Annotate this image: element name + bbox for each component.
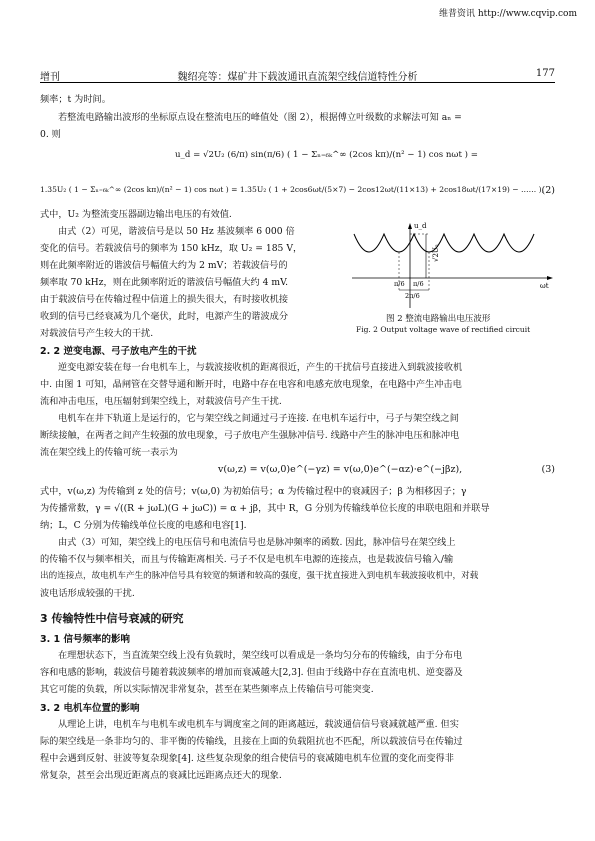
page-number: 177 bbox=[535, 68, 555, 79]
para-line: 频率取 70 kHz，则在此频率附近的谐波信号幅值大约 4 mV. bbox=[40, 277, 289, 288]
tick-label: π/6 bbox=[413, 280, 424, 288]
para-line: 程中会遇到反射、驻波等复杂现象[4]. 这些复杂现象的组合使信号的衰减随电机车位置的变化而变得非 bbox=[40, 753, 454, 764]
equation-2-number: (2) bbox=[541, 185, 555, 196]
equation-2-line-1: u_d = √2U₂ (6/π) sin(π/6) ( 1 − Σₙ₌₆ₖ^∞ (2cos kπ)/(n² − 1) cos nωt ) = bbox=[175, 150, 478, 160]
equation-2-line-2: 1.35U₂ ( 1 − Σₙ₌₆ₖ^∞ (2cos kπ)/(n² − 1) cos nωt ) = 1.35U₂ ( 1 + 2cos6ωt/(5×7) − 2cos12ωt/(11×13) + 2cos18ωt/(17×19) − …… ), bbox=[40, 185, 545, 194]
figure-2-caption: 图 2 整流电路输出电压波形 bbox=[386, 314, 491, 324]
intro-line-3: 0. 则 bbox=[40, 129, 61, 140]
section-2-2-heading: 2. 2 逆变电源、弓子放电产生的干扰 bbox=[40, 346, 197, 357]
para-line: 由于载波信号在传输过程中信道上的损失很大，有时接收机接 bbox=[40, 294, 289, 305]
para-line: 由式（3）可知，架空线上的电压信号和电流信号也是脉冲频率的函数. 因此，脉冲信号在架空线上 bbox=[58, 537, 456, 548]
x-axis-label: ωt bbox=[540, 282, 549, 290]
equation-3-number: (3) bbox=[541, 464, 555, 475]
para-line: 流在架空线上的传输可统一表示为 bbox=[40, 447, 178, 458]
header-rule bbox=[40, 82, 555, 83]
x-axis-arrow bbox=[547, 276, 553, 280]
intro-line-2: 若整流电路输出波形的坐标原点设在整流电压的峰值处（图 2），根据傅立叶级数的求解法可知 aₙ = bbox=[58, 112, 462, 123]
para-line: 断续接触，在两者之间产生较强的放电现象，弓子放电产生强脉冲信号. 线路中产生的脉冲电压和脉冲电 bbox=[40, 430, 460, 441]
para-line: 中. 由图 1 可知，晶闸管在交替导通和断开时，电路中存在电容和电感充放电现象，在电路中产生冲击电 bbox=[40, 379, 462, 390]
para-line: 式中，U₂ 为整流变压器副边输出电压的有效值. bbox=[40, 209, 232, 220]
para-line: 其它可能的负载，所以实际情况非常复杂，甚至在某些频率点上传输信号可能突变. bbox=[40, 684, 374, 695]
figure-2-waveform bbox=[350, 220, 555, 310]
header-title: 魏绍亮等：煤矿井下载波通讯直流架空线信道特性分析 bbox=[177, 72, 418, 83]
y-axis-label: u_d bbox=[414, 222, 427, 230]
running-header bbox=[40, 68, 555, 82]
figure-2-caption-en: Fig. 2 Output voltage wave of rectified circuit bbox=[356, 325, 531, 334]
para-line: 则在此频率附近的谐波信号幅值大约为 2 mV；若载波信号的 bbox=[40, 260, 288, 271]
para-line: 波电话形成较强的干扰. bbox=[40, 588, 135, 599]
section-3-heading: 3 传输特性中信号衰减的研究 bbox=[40, 612, 184, 625]
para-line: 常复杂，甚至会出现近距离点的衰减比远距离点还大的现象. bbox=[40, 770, 282, 781]
intro-line-1: 频率；t 为时间。 bbox=[40, 94, 111, 105]
para-line: 容和电感的影响，载波信号随着载波频率的增加而衰减越大[2,3]. 但由于线路中存在直流电机、逆变器及 bbox=[40, 667, 463, 678]
equation-3: v(ω,z) = v(ω,0)e^(−γz) = v(ω,0)e^(−αz)·e^(−jβz), bbox=[218, 464, 463, 475]
para-line: 流和冲击电压，电压辐射到架空线上，对载波信号产生干扰. bbox=[40, 396, 282, 407]
para-line: 变化的信号。若载波信号的频率为 150 kHz，取 U₂ = 185 V， bbox=[40, 243, 303, 254]
para-line: 从理论上讲，电机车与电机车或电机车与调度室之间的距离越远，载波通信信号衰减就越严重. 但实 bbox=[58, 719, 459, 730]
section-3-2-heading: 3. 2 电机车位置的影响 bbox=[40, 703, 140, 714]
para-line: 际的架空线是一条非均匀的、非平衡的传输线，且接在上面的负载阻抗也不匹配，所以载波信号在传输过 bbox=[40, 736, 463, 747]
para-line: 为传播常数，γ = √((R + jωL)(G + jωC)) = α + jβ，其中 R，G 分别为传输线单位长度的串联电阻和并联导 bbox=[40, 503, 490, 514]
tick-label: 2π/6 bbox=[405, 292, 420, 300]
para-line: 在理想状态下，当直流架空线上没有负载时，架空线可以看成是一条均匀分布的传输线，由于分布电 bbox=[58, 650, 463, 661]
amplitude-label: √2U₂ bbox=[432, 244, 440, 262]
rectified-wave bbox=[354, 234, 534, 252]
watermark: 维普资讯 http://www.cqvip.com bbox=[438, 9, 577, 19]
para-line: 电机车在井下轨道上是运行的，它与架空线之间通过弓子连接. 在电机车运行中，弓子与架空线之间 bbox=[58, 413, 459, 424]
para-line: 收到的信号已经衰减为几个毫伏，此时，电源产生的谐波成分 bbox=[40, 311, 289, 322]
header-issue: 增刊 bbox=[40, 72, 60, 83]
section-3-1-heading: 3. 1 信号频率的影响 bbox=[40, 634, 130, 645]
para-line: 对载波信号产生较大的干扰. bbox=[40, 328, 154, 339]
para-line: 逆变电源安装在每一台电机车上，与载波接收机的距离很近，产生的干扰信号直接进入到载波接收机 bbox=[58, 362, 463, 373]
para-line: 纳；L，C 分别为传输线单位长度的电感和电容[1]. bbox=[40, 520, 247, 531]
tick-label: π/6 bbox=[394, 280, 405, 288]
para-line: 的传输不仅与频率相关，而且与传输距离相关. 弓子不仅是电机车电源的连接点，也是载波信号输入/输 bbox=[40, 554, 454, 565]
para-line: 式中，v(ω,z) 为传输到 z 处的信号；v(ω,0) 为初始信号；α 为传输过程中的衰减因子；β 为相移因子；γ bbox=[40, 486, 467, 497]
y-axis-arrow bbox=[408, 223, 412, 229]
para-line: 出的连接点，故电机车产生的脉冲信号具有较宽的频谱和较高的强度，强干扰直接进入到电机车载波接收机中，对载 bbox=[40, 571, 479, 581]
para-line: 由式（2）可见，谐波信号是以 50 Hz 基波频率 6 000 倍 bbox=[58, 226, 295, 237]
